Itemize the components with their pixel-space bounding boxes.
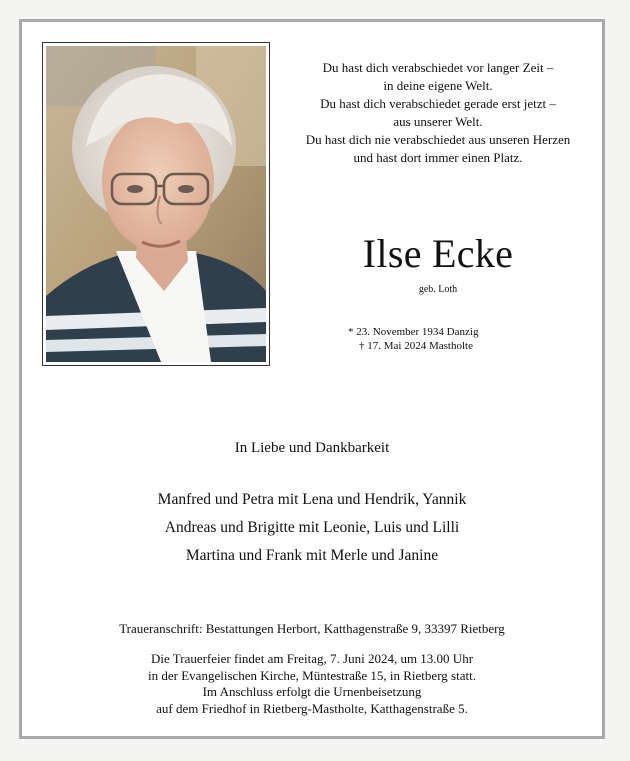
family-line: Manfred und Petra mit Lena und Hendrik, Yannik: [157, 491, 467, 508]
ceremony-line: Die Trauerfeier findet am Freitag, 7. Juni 2024, um 13.00 Uhr: [150, 651, 474, 666]
poem-line: Du hast dich nie verabschiedet aus unseren Herzen: [305, 132, 571, 147]
life-dates: [348, 325, 538, 353]
family-line: Andreas und Brigitte mit Leonie, Luis und Lilli: [164, 519, 460, 536]
family-list: [22, 486, 602, 570]
ceremony-line: auf dem Friedhof in Rietberg-Mastholte, Katthagenstraße 5.: [156, 700, 468, 716]
ceremony-info: [22, 651, 602, 717]
poem-line: Du hast dich verabschiedet vor langer Zeit –: [322, 60, 554, 75]
death-date: † 17. Mai 2024 Mastholte: [359, 340, 473, 352]
ceremony-line: in der Evangelischen Kirche, Müntestraße 15, in Rietberg statt.: [148, 667, 476, 683]
obituary-card: [19, 19, 605, 739]
poem-line: Du hast dich verabschiedet gerade erst jetzt –: [320, 96, 556, 111]
portrait-frame: [42, 42, 270, 366]
birth-date: * 23. November 1934 Danzig: [348, 326, 479, 338]
portrait-photo: [46, 46, 266, 362]
ceremony-line: Im Anschluss erfolgt die Urnenbeisetzung: [202, 684, 422, 699]
mourning-address: Traueranschrift: Bestattungen Herbort, Katthagenstraße 9, 33397 Rietberg: [119, 621, 505, 636]
poem: [268, 59, 608, 167]
deceased-name: Ilse Ecke: [362, 231, 514, 276]
maiden-name: geb. Loth: [418, 284, 458, 295]
thanks-line: In Liebe und Dankbarkeit: [234, 440, 390, 456]
poem-line: in deine eigene Welt.: [383, 78, 493, 93]
family-line: Martina und Frank mit Merle und Janine: [185, 547, 439, 564]
poem-line: und hast dort immer einen Platz.: [353, 150, 523, 165]
poem-line: aus unserer Welt.: [393, 114, 483, 129]
